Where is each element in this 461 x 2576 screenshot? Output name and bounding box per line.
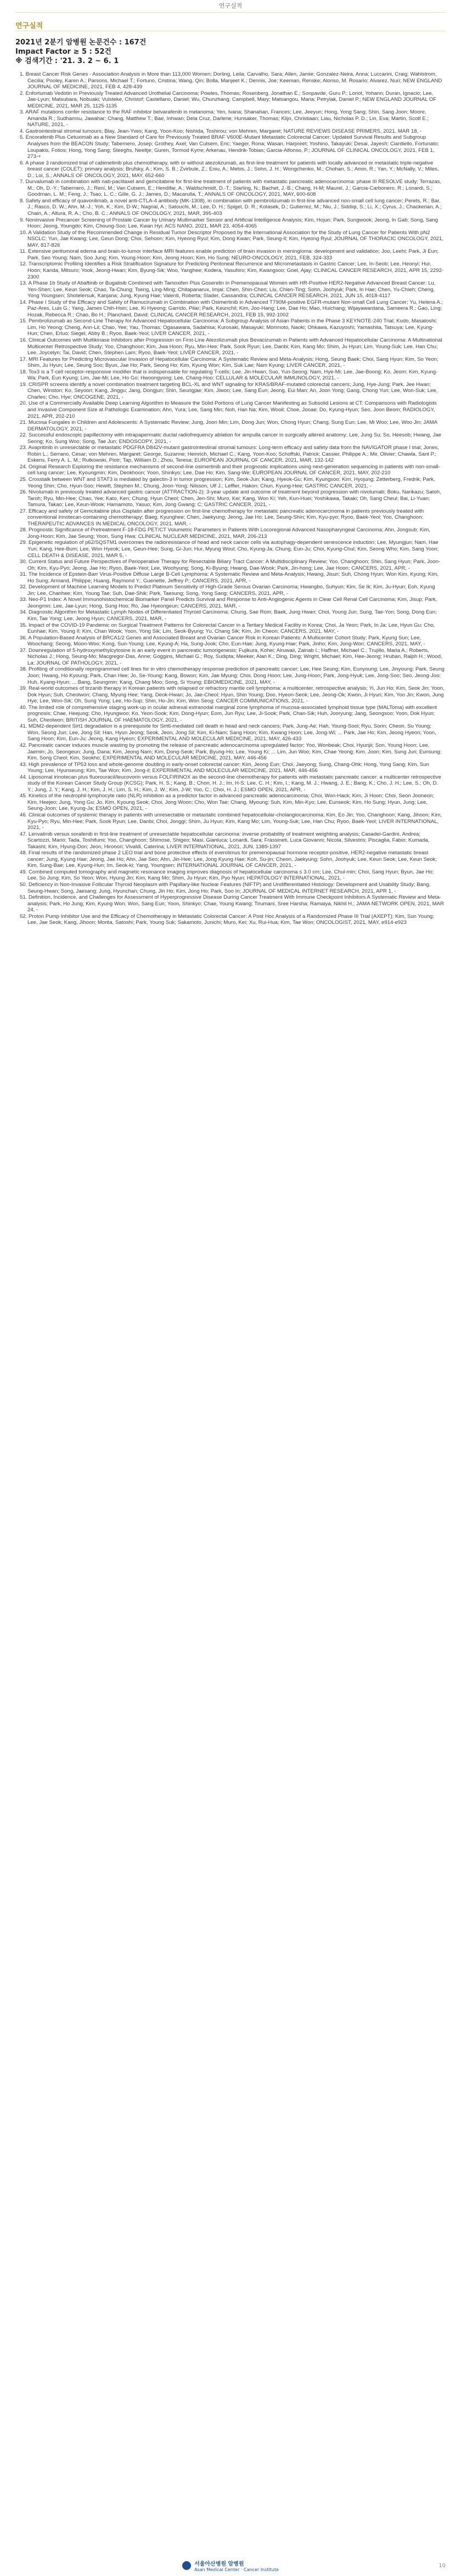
page-number: 10 xyxy=(438,2562,446,2569)
paper-item: 21. Mucosa Fungales in Children and Adolescents: A Systematic Review; Jung, Joon Min; Lim, Dong Jun; Won, Chong Hyun; Chang, Sung Eun; Lee, Mi Woo; Lee, Woo Jin; JAMA DERMATOLOGY, 2021, - xyxy=(20,419,437,432)
paper-item: 41. MDM2-dependent Sirt1 degradation is a prerequisite for Sirt6-mediated cell death in head and neck cancers; Park, Jung-Ae; Hah, Young-Sool; Ryu, Sorin; Cheon, Su Young; Won, Seong Jun; Lee, Jong Sil; Han, Hyun Jeong; Seok, Jeon, Jong Sil; Kim, Ki-Nam; Sang Hoon; Kim, Kwang Hoon; Lee, Jong-Wi; ... Park, Jae Ho; Kim, Jeong Hyeon; Yoon, Sang Hoon; Kim, Eun-Ju; Jeong, Kang Hyeon; EXPERIMENTAL AND MOLECULAR MEDICINE, 2021, MAY, 426-433 xyxy=(20,723,436,742)
paper-item: 38. Profiling of conditionally reprogrammed cell lines for in vitro chemotherapy response prediction of pancreatic cancer; Lee, Hee Seung; Kim, Eunyoung; Lee, Jinyoung; Park, Seung Joon; Hwang, Ho Kyoung; Park, Chan Hee; Jo, Se-Young; Kang, Bowon; Kim, Jae Myung; Choi, Dong Hoon; Lee, Jung-Hoon; Park, Jong-Hyuk; Lee, Jong-Soo; Seo, Jeong-Joo; Huh, Kyang-Hyun; ... Bang, Seungmin; Kang, Chang Moo; Song, Si Young; EBIOMEDICINE, 2021, MAY, - xyxy=(20,666,445,685)
paper-item: 45. Kinetics of the neutrophil-lymphocyte ratio (NLR) inhibition as a predictor factor in advanced pancreatic adenocarcinoma; Choi, Won-Hack; Kim, Ji Hoon; Choi, Seon Jooneon; Kim, Heejeo; Jung, Yong Gu; Jo, Kim, Kyoung Seok; Choi, Jong Woon; Cho, Won Tae; Chang, Myoung; Suh, Kim, Min-Kyo; Lee, Eunseok; Kim, Ho Sung; Hyun, Jung; Lee, Seung-Joon; Lee, Kyung-Ja; ESMO OPEN, 2021, - xyxy=(20,793,434,812)
title-total-papers: 2021년 2분기 암병원 논문건수 : 167건 xyxy=(15,38,147,47)
paper-item: 47. Lenvatinib versus sorafenib in first-line treatment of unresectable hepatocellular carcinoma: inverse probability of treatment weighting analysis; Casadei-Gardini, Andrea; Scartozzi, Mario; Tada, Toshifumi; Yoo, Changhoon; Shimose, Shigeo; Masi, Gianluca; Lonardi, Sara; Frassineti, Luca Giovanni; Nicola, Silvestris; Piscaglia, Fabio; Kumada, Takashi; Kim, Hyung-Don; Jeon, Hironori; Vivaldi, Caterina; LIVER INTERNATIONAL, 2021, JUN, 1389-1397 xyxy=(20,831,430,850)
paper-item: 42. Pancreatic cancer induces muscle wasting by promoting the release of pancreatic adenocarcinoma upregulated factor; Yoo, Wonbeak; Choi, Hyunjii; Son, Young Hoon; Lee, Jaemin; Jo, Seongeun; Jung, Dana; Kim, Jeong Nam; Kim, Dong-Seok; Park, Byung-Ho; Lee, Young Ki; ... Lim, Jun Woo; Kim, Chae Yeong; Kim, Joon; Kim, Sung Jun; Eunsung; Kim, Song Cheol; Kim, Seokho; EXPERIMENTAL AND MOLECULAR MEDICINE, 2021, MAY, 446-456 xyxy=(20,742,442,762)
paper-item: 28. Prognostic Significance of Pretreatment F-18-FDG PET/CT Volumetric Parameters in Patients With Locoregional Advanced Nasopharyngeal Carcinoma; Ahn, Jongsub; Kim, Jong-Hoon; Kim, Jae Seung; Yoon, Sung Hwa; CLINICAL NUCLEAR MEDICINE, 2021, MAR, 206-213 xyxy=(20,527,430,540)
paper-item: 11. Extensive peritumoral edema and brain-to-tumor interface MRI features enable prediction of brain invasion in meningioma: development and validation; Joo, Leehi; Park, Ji Eun; Park, Seo Young; Nam, Soo Jung; Kim, Young-Hoon; Kim, Jeong Hoon; Kim, Ho Sung; NEURO-ONCOLOGY, 2021, FEB, 324-333 xyxy=(20,248,438,261)
footer-logo-sub: Asan Medical Center · Cancer Institute xyxy=(194,2567,279,2572)
paper-item: 49. Combined computed tomography and magnetic resonance imaging improves diagnosis of hepatocellular carcinoma ≤ 3.0 cm; Lee, Chul-min; Choi, Sang Hyun; Byun, Jae Ho; Lee, So Jung; Kim, So Yeon; Won, Hyung Jin; Kim, Kang Mo; Shim, Ju Hyun; Kim, Pyo Nyun; HEPATOLOGY INTERNATIONAL, 2021, - xyxy=(20,869,434,882)
footer xyxy=(0,2555,461,2576)
paper-item: 2. Enfortumab Vedotin in Previously Treated Advanced Urothelial Carcinoma; Powles, Thomas; Rosenberg, Jonathan E.; Sonpavde, Guru P.; Loriot, Yohann; Duran, Ignacio; Lee, Jae-Lyun; Matsubara, Nobuaki; Vulsteke, Christof; Castellano, Daniel; Wu, Chunzhang; Campbell, Mary; Matsangou, Maria; Petrylak, Daniel P.; NEW ENGLAND JOURNAL OF MEDICINE, 2021, MAR 25, 1125-1135 xyxy=(20,90,437,109)
paper-item: 16. Clinical Outcomes with Multikinase Inhibitors after Progression on First-Line Atezolizumab plus Bevacizumab in Patients with Advanced Hepatocellular Carcinoma: A Multinational Multicenter Retrospective Study; Yoo, Changhoon; Kim, Jwa Hoon; Ryu, Min-Hee; Park, Sook Ryun; Lee, Danbi; Kim, Kang Mo; Shim, Ju Hyun; Lim, Young-Suk; Lee, Han Chu; Lee, Joycelyn; Tai, David; Chen, Stephen Lam; Ryoo, Baek-Yeol; LIVER CANCER, 2021, - xyxy=(20,337,442,356)
paper-item: 37. Downregulation of 5-hydroxymethylcytosine is an early event in pancreatic tumorigenesis; Fujikura, Kohei; Alruwaii, Zainab I.; Haffner, Michael C.; Trujillo, Maria A.; Roberts, Nicholas J.; Hong, Seung-Mo; Macgregor-Das, Anne; Goggins, Michael G.; Roy, Sudipta; Meeker, Alan K.; Ding, Ding; Wright, Michael; Kim, Hee-Jeong; Hruban, Ralph H.; Wood, La; JOURNAL OF PATHOLOGY, 2021, - xyxy=(20,647,442,666)
paper-item: 5. Encorafenib Plus Cetuximab as a New Standard of Care for Previously Treated BRAF V600E-Mutant Metastatic Colorectal Cancer: Updated Survival Results and Subgroup Analyses from the BEACON Study; Tabernero, Josep; Grothey, Axel; Van Cutsem, Eric; Yaeger, Rona; Wasan, Harpreet; Yoshino, Takayuki; Desai, Jayesh; Ciardiello, Fortunato; Loupakis, Fotios; Hong, Yong Sang; Steeghs, Neeltje; Guren, Tormod Kyrre; Arkenau, Hendrik-Tobias; Garcia-Alfonso, P.; JOURNAL OF CLINICAL ONCOLOGY, 2021, FEB 1, 273-+ xyxy=(20,134,439,160)
paper-item: 40. The limited role of comprehensive staging work-up in ocular adnexal extranodal marginal zone lymphoma of mucosa-associated lymphoid tissue type (MALToma) with excellent prognosis; Chae, Heejung; Cho, Hyungwoo; Ko, Yeon-Sook; Kim, Dong-Hyun; Eom, Jun Ryu; Lee, Ji-Sook; Park, Chan-Sik; Huh, Jooryung; Jang, Seongsoo; Yoon, Dok Hyun; Suh, Cheolwon; BRITISH JOURNAL OF HAEMATOLOGY, 2021, - xyxy=(20,704,437,723)
paper-item: 32. Development of Machine Learning Models to Predict Platinum Sensitivity of High-Grade Serous Ovarian Carcinoma; Hwangbo, Suhyun; Kim, Se Ik; Kim, Ju-Hyun; Eoh, Kyung Jin; Lee, Chanhee; Kim, Young Tae; Suh, Dae-Shik; Park, Taesung; Song, Yong Sang; CANCERS, 2021, APR, - xyxy=(20,584,435,597)
paper-item: 1. Breast Cancer Risk Genes - Association Analysis in More than 113,000 Women; Dorling, Leila; Carvalho, Sara; Allen, Jamie; Gonzalez-Neira, Anna; Luccarini, Craig; Wahlstrom, Cecilia; Pooley, Karen A.; Parsons, Michael T.; Fortuno, Cristina; Wang, Qin; Bolla, Manjeet K.; Dennis, Joe; Keeman, Renske; Alonso, M. Rosario; Alvarez, Nuri; NEW ENGLAND JOURNAL OF MEDICINE, 2021, FEB 4, 428-439 xyxy=(20,71,442,90)
paper-item: 27. Efficacy and safety of Gemcitabine plus Cisplatin after progression on first-line chemotherapy for metastatic pancreatic adenocarcinoma in patients previously treated with conventional irinotecan-containing chemotherapy; Baeg, Kyunghee; Chen, Jaekyung; Jeong, Jae Ho; Lee, Seung-Shin; Kim, Kyu-pyo; Ryoo, Baek-Yeol; Yoo, Changhoon; THERAPEUTIC ADVANCES IN MEDICAL ONCOLOGY, 2021, MAR, - xyxy=(20,508,424,527)
paper-list xyxy=(15,71,445,926)
paper-item: 30. Current Status and Future Perspectives of Perioperative Therapy for Resectable Biliary Tract Cancer: A Multidisciplinary Review; Yoo, Changhoon; Shin, Sang Hyun; Park, Joon-Oh; Kim, Kyu-Pyo; Jeong, Jae Ho; Ryoo, Baek-Yeol; Lee, Woohyung; Song, Ki-Byung; Hwang, Dae-Wook; Park, Jin-hong; Lee, Jae Hoon; CANCERS, 2021, APR, - xyxy=(20,559,441,571)
paper-item: 19. CRISPR screens identify a novel combination treatment targeting BCL-XL and WNT signaling for KRAS/BRAF-mutated colorectal cancers; Jung, Hye-Jung; Park, Jee Hwan; Chen, Winston; Ko, Seyoon; Kang, Jinggu; Jang, Dongjun; Shin, Seungjae; Kim, Jiwon; Lee, Sang Eun; Jeong, Eui Man; An, Joon Yong; Gang, Chong Yun; Lee, Won-Suk; Lee, Charles; Cho, Hye; ONCOGENE, 2021, - xyxy=(20,381,438,400)
paper-item: 46. Clinical outcomes of systemic therapy in patients with unresectable or metastatic combined hepatocellular-cholangiocarcinoma; Kim, Eo Jin; Yoo, Changhoon; Kang, Jihoon; Kim, Kyu-Pyo; Ryu, Min-Hee; Park, Sook Ryun; Lee, Danbi; Choi, Jonggi; Shim, Ju Hyun; Kim, Kang Mo; Lim, Young-Suk; Lee, Han Chu; Ryoo, Baek-Yeol; LIVER INTERNATIONAL, 2021, - xyxy=(20,812,442,831)
hospital-logo-icon xyxy=(182,2561,191,2570)
paper-item: 7. Durvalumab in combination with nab-paclitaxel and gemcitabine for first-line treatment of patients with metastatic pancreatic adenocarcinoma: phase III RESOLVE study; Terrazas, M.; Oh, D.-Y.; Tabernero, J.; Reni, M.; Van Cutsem, E.; Hendifar, A.; Waldschmidt, D.-T.; Starling, N.; Bachet, J.-B.; Chang, H-M; Maurel, J.; Garcia-Carbonero, R.; Lonardi, S.; Goodman, L. M.; Feng, J.; Tsao, L. C.; Gille, G. J.; James, D.; Macarulla, T.; ANNALS OF ONCOLOGY, 2021, MAY, 600-608 xyxy=(20,179,442,198)
paper-item: 31. The Incidence of Epstein-Barr Virus-Positive Diffuse Large B-Cell Lymphoma: A Systematic Review and Meta-Analysis; Hwang, Jisun; Suh, Chong Hyun; Won Kim, Kyung; Kim, Ho Sung; Armand, Philippe; Huang, Raymond Y.; Guenette, Jeffrey P.; CANCERS, 2021, APR, - xyxy=(20,571,439,584)
paper-item: 23. Avapritinib in unresectable or metastatic PDGFRA D842V-mutant gastrointestinal stromal tumours: Long-term efficacy and safety data from the NAVIGATOR phase I trial; Jones, Robin L.; Serrano, Cesar; von Mehren, Margaret; George, Suzanne; Heinrich, Michael C.; Kang, Yoon-Koo; Schoffski, Patrick; Cassier, Philippe A.; Mir, Olivier; Chawla, Sant P.; Eskens, Ferry A. L. M.; Rutkowski, Piotr; Tap, William D.; Zhou, Teresa; EUROPEAN JOURNAL OF CANCER, 2021, MAR, 132-142 xyxy=(20,445,439,464)
paper-item: 50. Deficiency in Non-Invasive Follicular Thyroid Neoplasm with Papillary-like Nuclear Features (NIFTP) and Undifferentiated Histology: Development and Usability Study; Bang, Seung-Hwan; Song, Jaesang; Jung, Hyunchan; Chung, Jin Ho; Kim, Jong Ho; Park, Soo In; JOURNAL OF MEDICAL INTERNET RESEARCH, 2021, APR 1, - xyxy=(20,882,431,894)
top-section-label: 연구실적 xyxy=(218,2,243,9)
paper-item: 6. A phase 3 randomized trial of cabimetinib plus chemotherapy, with or without atezolizumab, as first-line treatment for patients with locally advanced or metastatic triple-negative breast cancer (COLET): primary analysis; Brufsky, A.; Kim, S. B.; Zvirbule, Z.; Eniu, A.; Mebis, J.; Sohn, J. H.; Wongchenko, M.; Chohan, S.; Amin, R.; Yan, Y.; McNally, V.; Miles, D.; Loi, S.; ANNALS OF ONCOLOGY, 2021, MAY, 652-660 xyxy=(20,160,439,179)
footer-logo xyxy=(182,2559,279,2572)
section-tab: 연구실적 xyxy=(15,22,43,30)
paper-item: 14. Phase I Study of the Efficacy and Safety of Ramucirumab in Combination with Osimertinib in Advanced T790M-positive EGFR-mutant Non-small Cell Lung Cancer; Yu, Helena A.; Paz-Ares, Luis G.; Yang, James Chih-Hsin; Lee, Ki Hyeong; Garrido, Pilar; Park, Keunchil; Kim, Joo-Hang; Lee, Dae Ho; Mao, Huichang; Wijayawardana, Sameera R.; Gao, Ling; Hozak, Rebecca R.; Chao, Bo H.; Planchard, David; CLINICAL CANCER RESEARCH, 2021, FEB 15, 992-1002 xyxy=(20,299,443,318)
paper-item: 52. Proton Pump Inhibitor Use and the Efficacy of Chemotherapy in Metastatic Colorectal Cancer: A Post Hoc Analysis of a Randomized Phase III Trial (AXEPT); Kim, Sun Young; Lee, Jae Seok; Kang, Jihoon; Morita, Satoshi; Park, Young Suk; Sakamoto, Junichi; Muro, Kei; Xu, Rui-Hua; Kim, Tae Won; ONCOLOGIST, 2021, MAY, e914-e923 xyxy=(20,913,434,926)
paper-item: 25. Crosstalk between WNT and STAT3 is mediated by galectin-3 in tumor progression; Kim, Seok-Jun; Kang, Hyeok-Gu; Kim, Kyungsoo; Kim, Hyojung; Zetterberg, Fredrik; Park, Yeong Shin; Cho, Hyun-Soo; Hewitt, Stephen M.; Chung, Joon-Yong; Nilsson, Ulf J.; Leffler, Hakon; Chun, Kyung-Hee; GASTRIC CANCER, 2021, - xyxy=(20,476,435,489)
paper-item: 15. Pembrolizumab as Second-Line Therapy for Advanced Hepatocellular Carcinoma: A Subgroup Analysis of Asian Patients in the Phase 3 KEYNOTE-240 Trial; Kudo, Masatoshi; Lim, Ho Yeong; Cheng, Ann-Lii; Chao, Yee; Yau, Thomas; Ogasawara, Sadahisa; Kurosaki, Masayuki; Morimoto, Naoki; Ohkawa, Kazuyoshi; Yamashita, Tatsuya; Lee, Kyung-Hun; Chen, Erluo; Siegel, Abby B.; Ryoo, Baek-Yeol; LIVER CANCER, 2021, - xyxy=(20,318,437,337)
paper-item: 10. A Validation Study of the Recommended Change in Residual Tumor Descriptor Proposed by the International Association for the Study of Lung Cancer for Patients With pN2 NSCLC; Yun, Jae Kwang; Lee, Geun Dong; Choi, Sehoon; Kim, Hyeong Ryul; Kim, Dong Kwan; Park, Seung-Il; Kim, Hyeong Ryul; JOURNAL OF THORACIC ONCOLOGY, 2021, MAY, 817-826 xyxy=(20,229,443,248)
title-impact-factor: Impact Factor ≥ 5 : 52건 xyxy=(15,48,111,56)
paper-item: 24. Original Research Exploring the resistance mechanisms of second-line osimertinib and their prognostic implications using next-generation sequencing in patients with non-small-cell lung cancer; Lee, Kyoungmin; Kim, Deokhoon; Yoon, Shinkyo; Lee, Dae Ho; Kim, Sang-We; EUROPEAN JOURNAL OF CANCER, 2021, MAY, 202-210 xyxy=(20,463,440,476)
paper-item: 3. ARAF mutations confer resistance to the RAF inhibitor belvarafenib in melanoma; Yen, Ivana; Shanahan, Frances; Lee, Jeeyun; Hong, Yong Sang; Shin, Sang Joon; Moore, Amanda R.; Sudhamsu, Jawahar; Chang, Matthew T.; Bae, Inhwan; Dela Cruz, Darlene; Hunsaker, Thomas; Klijn, Christiaan; Liau, Nicholas P. D.; Lin, Eva; Martin, Scott E.; NATURE, 2021, - xyxy=(20,109,429,128)
top-band xyxy=(0,0,461,9)
paper-item: 12. Transcriptomic Profiling Identifies a Risk Stratification Signature for Predicting Peritoneal Recurrence and Micrometastasis in Gastric Cancer; Lee, In-Seob; Lee, Heonyi; Hur, Hoon; Kanda, Mitsuro; Yook, Jeong-Hwan; Kim, Byung-Sik; Woo, Yanghee; Kodera, Yasuhiro; Kim, Kwangsoo; Goel, Ajay; CLINICAL CANCER RESEARCH, 2021, APR 15, 2292-2300 xyxy=(20,261,444,280)
paper-item: 48. Final results of the randomized phase 2 LEO trial and bone protective effects of everolimus for premenopausal hormone receptor-positive, HER2-negative metastatic breast cancer; Jung, Kyung Hae; Jeong, Jae Ho; Ahn, Jae Seo; Ahn, Jin-Hee; Lee, Jong Kyung Hae; Koh, Su-jin; Cheon, Jaekyung; Sohn, Joohyuk; Lee, Keun Seok; Lee, Keun Seok; Kim, Sung-Bae; Lee, Kyung-Hun; Im, Seok-ki; Yang, Youngsen; INTERNATIONAL JOURNAL OF CANCER, 2021, - xyxy=(20,850,437,869)
title-search-period: ※ 검색기간 : '21. 3. 2 ~ 6. 1 xyxy=(15,57,119,65)
footer-logo-text: 서울아산병원 암병원 xyxy=(194,2561,244,2567)
paper-item: 4. Gastrointestinal stromal tumours; Blay, Jean-Yves; Kang, Yoon-Koo; Nishida, Toshirou; von Mehren, Margaret; NATURE REVIEWS DISEASE PRIMERS, 2021, MAR 18, - xyxy=(20,128,422,134)
paper-item: 29. Epigenetic regulation of p62/SQSTM1 overcomes the radioresistance of head and neck cancer cells via autophagy-dependent senescence induction; Lee, Myungjun; Nam, Hae Yun; Kang, Hee-Bum; Lee, Won Hyeok; Lee, Geun-Hee; Sung, Gi-Jun; Hur, Myung Woul; Cho, Kyung-Ja; Chung, Eun-Ju; Choi, Kyung-Chul; Kim, Seong Who; Kim, Sang Yoon; CELL DEATH & DISEASE, 2021, MAR 5, - xyxy=(20,540,439,559)
paper-item: 18. Tox3 is a T-cell receptor-responsive modifier that is indispensable for regulating T-cells; Lee, Jin-Hwan; Suo, Yun-Seong; Nam, Hye-Mi; Lee, Jae-Boong; Ko, Jeom; Kim, Kyung-Wa; Park, Eun Kyung; Lim, Jae-Mi; Lee, Ho Go; Hwoongyong; Lee, Chang-Hoo; CELLULAR & MOLECULAR IMMUNOLOGY, 2021, - xyxy=(20,368,438,382)
paper-item: 39. Real-world outcomes of tirzanib therapy in Korean patients with relapsed or refractory mantle cell lymphoma: a multicenter, retrospective analysis; Yi, Jun Ho; Kim, Seok Jin; Yoon, Dok Hyun; Suh, Cheolwon; Chang, Myung Hee; Yang, Deok-Hwan; Jo, Jae-Cheol; Hyun, Shin Young; Doo, Hyeon-Seok; Lee, Jeong-Ok; Kwon, Ji Hyun; Kim, Yoo Jin; Kwon, Jung Hye; Lee, Won-Sik; Oh, Sung Yong; Lee, Ho-Sup; Shin, Ho-Jin; Kim, Won Seog; CANCER COMMUNICATIONS, 2021, - xyxy=(20,685,445,705)
paper-item: 22. Successful endoscopic papillectomy with intrapapermatic ductal radiofrequency ablation for ampulla cancer in surgically altered anatomy; Lee, Jung Su; So, Heesob; Hwang, Jae Seong; Ko, Sung Woo; Song, Tae Jun; ENDOSCOPY, 2021, - xyxy=(20,432,441,445)
paper-item: 13. A Phase 1b Study of Abaftinib or Bugalisib Combined with Tamoxifen Plus Goserelin in Premenopausal Women with HR-Positive HER2-Negative Advanced Breast Cancer; Lu, Yen-Shen; Lee, Keun Seok; Chao, Ta-Chung; Tseng, Ling-Ming; Chitapanarux, Imjai; Chen, Shin-Chen; Liu, Chien-Ting; Sohn, Joohyuk; Park, In Hae; Chen, Yu-Chieh; Cheng, Yong Youngsen; Shotelersuk, Kanjana; Jung, Kyung Hae; Valenti, Roberta; Slader, Cassandra; CLINICAL CANCER RESEARCH, 2021, JUN 15, 4018-4117 xyxy=(20,280,436,299)
paper-item: 51. Definition, Incidence, and Challenges for Assessment of Hyperprogressive Disease During Cancer Treatment With Immune Checkpoint Inhibitors A Systematic Review and Meta-analysis; Park, Ho Jung; Kim, Kyung Won; Won, Sang Eun; Yoon, Shinkyo; Chae, Young Kwang; Tirumani, Sree Harsha; Ramaiya, Nikhil H.; JAMA NETWORK OPEN, 2021, MAR 24, - xyxy=(20,894,444,913)
paper-item: 33. Neo-P1 Index: A Novel Immunohistochemical Biomarker Panel Predicts Survival and Response to Anti-Angiogenic Agents in Clear Cell Renal Cell Carcinoma; Kim, Jisup; Park, Jeongmin; Lee, Jae-Lyun; Hong, Sung Hoo; Ro, Jae Hyeongeun; CANCERS, 2021, MAR, - xyxy=(20,597,437,609)
top-divider xyxy=(15,12,446,13)
paper-item: 9. Noninvasive Precancer Screening of Prostate Cancer by Urinary Multimarker Sensor and Artificial Intelligence Analysis; Kim, Hojun; Park, Sungwook; Jeong, In Gab; Song, Sang Hoon; Jeong, Youngdo; Kim, Choung-Soo; Lee, Kwan Hyi; ACS NANO, 2021, MAR 23, 4054-4065 xyxy=(20,217,438,230)
paper-item: 26. Nivolumab in previously treated advanced gastric cancer (ATTRACTION-2): 3-year update and outcome of treatment beyond progression with nivolumab; Boku, Narikazu; Satoh, Taroh; Ryu, Min-Hee; Chao, Yee; Kato, Ken; Chung, Hyun Cheol; Chen, Jen-Shi; Muro, Kei; Kang, Won Ki; Yeh, Kun-Huei; Yoshikawa, Takaki; Oh, Sang Cheul; Bai, Li-Yuan; Tamura, Takao; Lee, Keun-Wook; Hamamoto, Yasuo; Kim, Jong Gwang; C; GASTRIC CANCER, 2021, - xyxy=(20,489,441,508)
paper-item: 8. Safety and efficacy of quavonlimab, a novel anti-CTLA-4 antibody (MK-1308), in combination with pembrolizumab in first-line advanced non-small cell lung cancer; Perets, R.; Bar, J.; Rasco, D. W.; Ahn, M.-J.; Yoh, K.; Kim, D-W.; Nagrial, A.; Satouchi, M.; Lee, D. H.; Spigel, D. R.; Kotasek, D.; Gutierrez, M.; Niu, J.; Siddiqi, S.; Li, X.; Cyrus, J.; Chackerian, A.; Chain, A.; Altura, R. A.; Cho, B. C.; ANNALS OF ONCOLOGY, 2021, MAR, 395-403 xyxy=(20,197,442,217)
paper-item: 43. High prevalence of TP53 loss and whole-genome doubling in early-onset colorectal cancer; Kim, Jeong Eun; Choi, Jaeyong; Sung, Chang-Ohk; Hong, Yong Sang; Kim, Sun Young; Lee, Hyunseung; Kim, Tae Won; Kim, Jong-il; EXPERIMENTAL AND MOLECULAR MEDICINE, 2021, MAR, 446-456 xyxy=(20,761,429,774)
paper-item: 34. Diagnostic Algorithm for Metastatic Lymph Nodes of Differentiated Thyroid Carcinoma; Chung, Sae Rom; Baek, Jung Hwan; Choi, Young Jun; Sung, Tae-Yon; Song, Dong Eun; Kim, Tae Yong; Lee, Jeong Hyun; CANCERS, 2021, MAR, - xyxy=(20,609,437,622)
paper-item: 35. Impact of the COVID-19 Pandemic on Surgical Treatment Patterns for Colorectal Cancer in a Tertiary Medical Facility in Korea; Choi, Ja Yeon; Park, In Ja; Lee, Hyun Gu; Cho, Eunhae; Kim, Young Il; Kim, Chan Wook; Yoon, Yong Sik; Lim, Seok-Byung; Yu, Chang Sik; Kim, Jin Cheon; CANCERS, 2021, MAY, - xyxy=(20,622,435,635)
paper-item: 44. Liposomal irinotecan plus fluorouracil/leucovorin versus FOLFIRINOX as the second-line chemotherapy for patients with metastatic pancreatic cancer: a multicenter retrospective study of the Korean Cancer Study Group (KCSG); Park, H. S.; Kang, B.; Chon, H. J.; Im, H-S; Lee, C. H.; Kim, I.; Kang, M. J.; Hwang, J. E.; Bang, K.; Cho, J. H.; Lee, S.; Oh, D. Y.; Jung, J. Y.; Kang, J. H.; Kim, J. H.; Lim, S. H.; Kim, J. W.; Kim, J-W; Yoo, C.; Choi, H. J.; ESMO OPEN, 2021, APR, - xyxy=(20,774,441,793)
paper-item: 17. MRI Features for Predicting Microvascular Invasion of Hepatocellular Carcinoma: A Systematic Review and Meta-Analysis; Hong, Seung Baek; Choi, Sang Hyun; Kim, So Yeon; Shim, Ju Hyun; Lee, Seung Soo; Byun, Jae Ho; Park, Seong Ho; Kim, Kyung Won; Kim, Suk Lae; Nam Kyung; LIVER CANCER, 2021, - xyxy=(20,356,438,369)
paper-item: 20. Use of a Commercially Available Deep Learning Algorithm to Measure the Solid Portions of Lung Cancer Manifesting as Subsolid Lesions at CT: Comparisons with Radiologists and Invasive Component Size at Pathologic Examination; Ahn, Yura; Lee, Sang Min; Noh, Han Na; Kim, Wooil; Choe, Jooae; Do, Kyung-Hyun; Seo, Joon Beom; RADIOLOGY, 2021, APR, 202-210 xyxy=(20,400,437,419)
paper-item: 36. A Population-Based Analysis of BRCA1/2 Genes and Associated Breast and Ovarian Cancer Risk in Korean Patients: A Multicenter Cohort Study; Park, Kyung Sun; Lee, Woochang; Seong, Moon-Woo; Kong, Sun-Young; Lee, Kyung-A; Ha, Sung-Jook; Cho, Eun-Hae; Jung, Kyung-Hae; Park, Jinho; Kim, Jong-Won; CANCERS, 2021, MAY, - xyxy=(20,634,425,648)
